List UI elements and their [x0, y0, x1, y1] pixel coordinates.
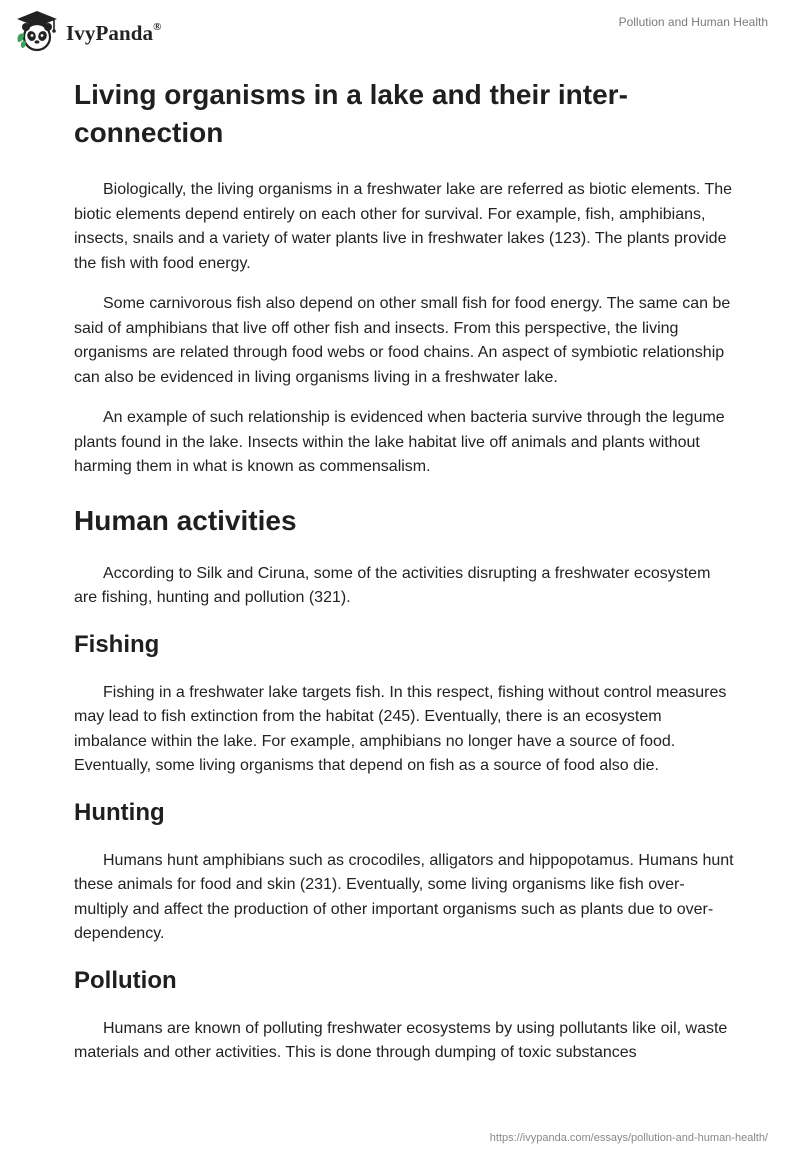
paragraph: Biologically, the living organisms in a freshwater lake are referred as biotic elements. The biotic elements depend entirely on each other for survival. For example, fish, amphibians, insects, snails and a variety of water plants live in freshwater lakes (123). The plants provide the fish with food energy.: [74, 181, 733, 272]
paragraph: Some carnivorous fish also depend on other small fish for food energy. The same can be said of amphibians that live off other fish and insects. From this perspective, the living organisms are related through food webs or food chains. An aspect of symbiotic relationship can also be evidenced in living organisms living in a freshwater lake.: [74, 295, 731, 386]
logo-text: IvyPanda®: [66, 20, 162, 45]
ivypanda-logo[interactable]: [14, 8, 162, 54]
source-url[interactable]: https://ivypanda.com/essays/pollution-and-human-health/: [489, 1132, 768, 1144]
paragraph: According to Silk and Ciruna, some of the activities disrupting a freshwater ecosystem are fishing, hunting and pollution (321).: [74, 564, 711, 606]
section-heading-human-activities: Human activities: [74, 504, 297, 536]
essay-content: [74, 76, 734, 1066]
panda-graduate-icon: [14, 8, 60, 54]
section-heading-pollution: Pollution: [74, 966, 177, 994]
paragraph: Humans hunt amphibians such as crocodiles, alligators and hippopotamus. Humans hunt these animals for food and skin (231). Eventually, some living organisms like fish over-multiply and affect the production of other important organisms such as plants due to over-dependency.: [74, 851, 734, 942]
running-title: Pollution and Human Health: [618, 15, 768, 29]
section-heading-fishing: Fishing: [74, 630, 160, 658]
section-heading-living-organisms: Living organisms in a lake and their inter- connection: [74, 79, 628, 148]
section-heading-hunting: Hunting: [74, 798, 165, 826]
page-header: [0, 0, 800, 70]
paragraph: Humans are known of polluting freshwater ecosystems by using pollutants like oil, waste materials and other activities. This is done through dumping of toxic substances: [74, 1019, 728, 1061]
paragraph: An example of such relationship is evidenced when bacteria survive through the legume plants found in the lake. Insects within the lake habitat live off animals and plants without harming them in what is known as commensalism.: [74, 409, 725, 475]
paragraph: Fishing in a freshwater lake targets fish. In this respect, fishing without control measures may lead to fish extinction from the habitat (245). Eventually, there is an ecosystem imbalance within the lake. For example, amphibians no longer have a source of food. Eventually, some living organisms that depend on fish as a source of food also die.: [74, 683, 727, 774]
